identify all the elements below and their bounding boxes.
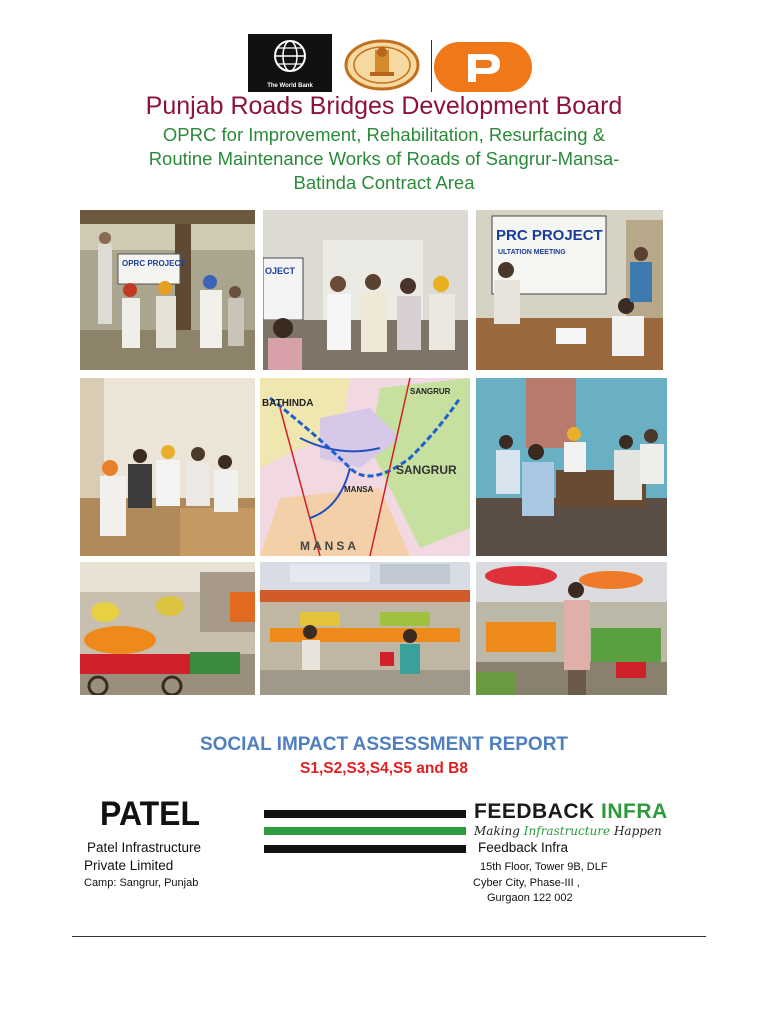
patel-company-name-line1: Patel Infrastructure <box>87 840 202 855</box>
infra-logo-text: INFRA <box>594 800 668 823</box>
world-bank-logo <box>248 34 332 92</box>
feedback-company-name: Feedback Infra <box>478 840 569 855</box>
map-label: BATHINDA <box>262 398 314 409</box>
feedback-logo-text: FEEDBACK <box>474 800 595 823</box>
patel-company-name-line2: Private Limited <box>84 858 174 873</box>
subtitle-line: Routine Maintenance Works of Roads of Sangrur-Mansa- <box>148 148 620 169</box>
punjab-seal-logo <box>342 38 422 92</box>
page-title: Punjab Roads Bridges Development Board <box>145 92 623 120</box>
photo-room-meeting <box>80 378 255 556</box>
contract-area-map <box>260 378 470 556</box>
divider-stripe-black <box>264 845 466 853</box>
tagline-word: Happen <box>610 824 662 838</box>
banner-text: PRC PROJECT <box>496 227 603 244</box>
feedback-address-line1: 15th Floor, Tower 9B, DLF <box>480 861 608 873</box>
globe-icon <box>270 38 310 74</box>
banner-text: OPRC PROJECT <box>122 259 186 268</box>
photo-fruit-market <box>260 562 470 695</box>
map-label: MANSA <box>344 485 374 494</box>
photo-office-consultation <box>263 210 468 370</box>
footer-rule <box>72 936 706 937</box>
feedback-address-line3: Gurgaon 122 002 <box>487 892 573 904</box>
project-subtitle <box>100 123 668 195</box>
photo-office-table <box>476 378 667 556</box>
photo-village-meeting <box>80 210 255 370</box>
feedback-infra-logo <box>474 800 668 824</box>
patel-p-logo <box>434 42 532 92</box>
patel-logo <box>100 795 200 831</box>
subtitle-line: OPRC for Improvement, Rehabilitation, Resurfacing & <box>162 124 606 145</box>
patel-camp-location: Camp: Sangrur, Punjab <box>84 877 199 889</box>
photo-consultation-meeting <box>476 210 663 370</box>
banner-text: ULTATION MEETING <box>498 249 566 256</box>
map-label: MANSA <box>300 539 359 553</box>
feedback-tagline <box>474 824 662 838</box>
report-subtitle: S1,S2,S3,S4,S5 and B8 <box>299 760 468 777</box>
banner-text: OJECT <box>265 266 296 276</box>
photo-vegetable-market <box>476 562 667 695</box>
world-bank-label: The World Bank <box>267 83 313 89</box>
report-title: SOCIAL IMPACT ASSESSMENT REPORT <box>199 734 569 755</box>
divider-stripe-green <box>264 827 466 835</box>
subtitle-line: Batinda Contract Area <box>293 172 475 193</box>
tagline-word: Making <box>474 824 524 838</box>
patel-logo-text: PATEL <box>100 795 200 831</box>
tagline-word: Infrastructure <box>523 824 611 838</box>
feedback-address-line2: Cyber City, Phase-III , <box>473 877 580 889</box>
photo-fruit-cart <box>80 562 255 695</box>
map-label: SANGRUR <box>396 463 457 477</box>
map-label: SANGRUR <box>410 387 451 396</box>
divider-stripe-black <box>264 810 466 818</box>
logo-separator <box>431 40 432 92</box>
